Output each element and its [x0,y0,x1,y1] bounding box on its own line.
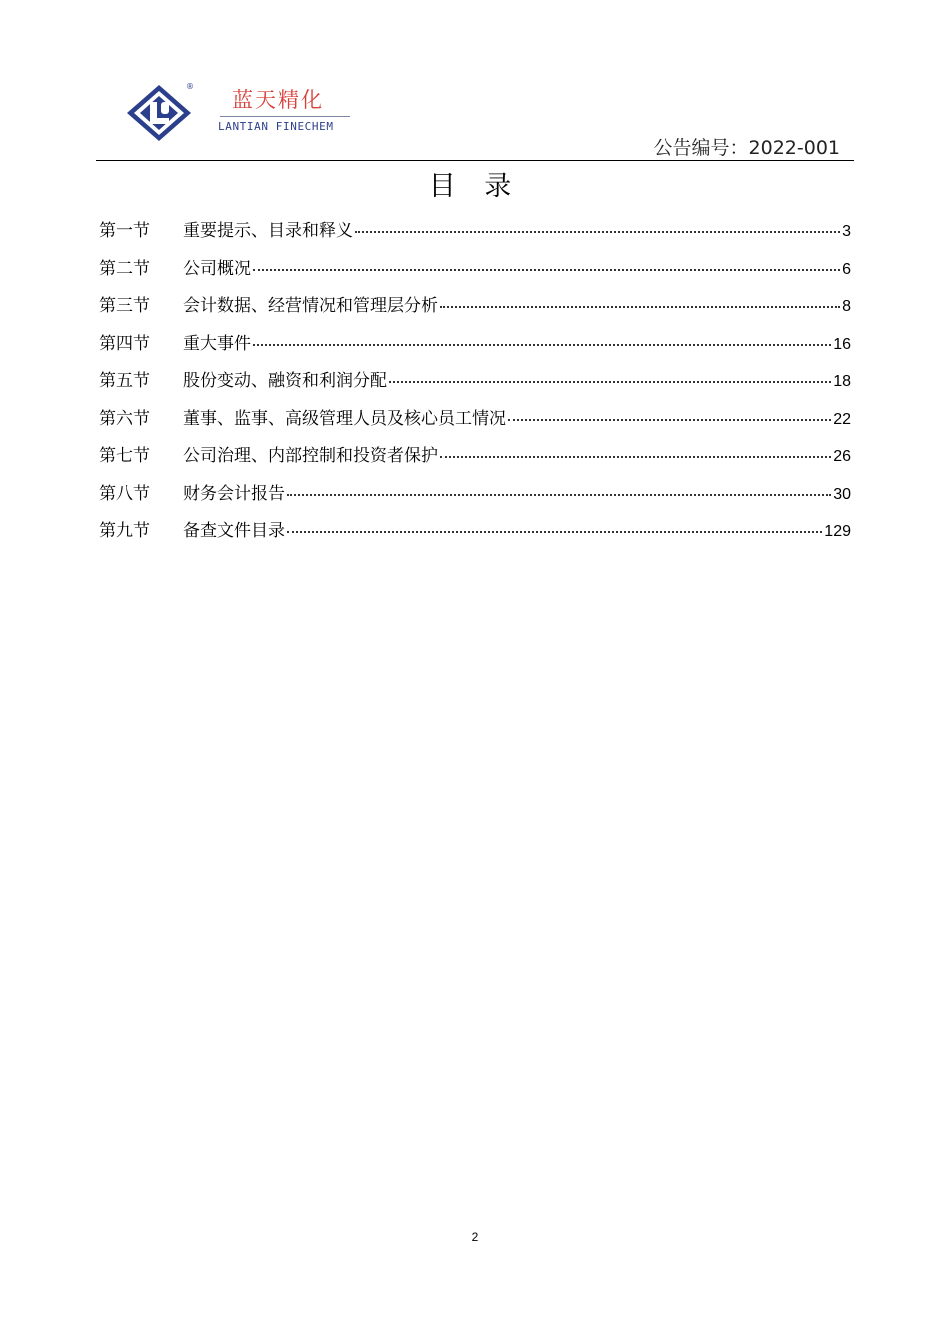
toc-entry[interactable] [99,216,851,254]
toc-page-number: 6 [842,260,851,278]
toc-section-number: 第二节 [99,258,150,279]
toc-page-number: 3 [842,223,851,240]
toc-leader [287,494,831,496]
table-of-contents [99,216,851,554]
toc-entry[interactable] [99,254,851,292]
toc-leader [440,306,840,308]
toc-entry[interactable] [99,404,851,442]
toc-page-number: 8 [842,298,851,315]
toc-section-title: 重要提示、目录和释义 [183,221,353,241]
company-logo [124,82,354,144]
toc-entry[interactable] [99,479,851,517]
logo-english-name: LANTIAN FINECHEM [218,120,334,133]
toc-section-title: 股份变动、融资和利润分配 [183,371,387,391]
page-number: 2 [471,1230,479,1244]
toc-leader [287,531,822,533]
toc-section-number: 第六节 [99,408,150,429]
toc-section-number: 第一节 [99,221,150,241]
toc-section-title: 公司概况 [183,258,251,279]
toc-section-number: 第四节 [99,333,150,354]
toc-leader [508,419,831,421]
toc-page-number: 30 [833,485,851,503]
toc-section-title: 公司治理、内部控制和投资者保护 [183,446,438,466]
toc-page-number: 129 [824,523,851,540]
toc-section-title: 重大事件 [183,333,251,354]
toc-section-number: 第五节 [99,371,150,391]
toc-leader [253,344,831,346]
announcement-number: 公告编号：2022-001 [653,137,840,159]
toc-section-number: 第七节 [99,446,150,466]
toc-section-number: 第八节 [99,483,150,504]
toc-entry[interactable] [99,366,851,404]
header-divider [96,160,854,161]
toc-section-title: 会计数据、经营情况和管理层分析 [183,296,438,316]
toc-entry[interactable] [99,516,851,554]
toc-section-number: 第三节 [99,296,150,316]
toc-leader [389,381,831,383]
logo-chinese-name: 蓝天精化 [232,88,324,112]
registered-mark: ® [186,82,194,91]
toc-leader [253,269,840,271]
toc-entry[interactable] [99,441,851,479]
toc-section-number: 第九节 [99,521,150,541]
toc-section-title: 董事、监事、高级管理人员及核心员工情况 [183,408,506,429]
toc-page-number: 26 [833,448,851,465]
toc-page-number: 16 [833,335,851,353]
toc-page-number: 18 [833,373,851,390]
toc-page-number: 22 [833,410,851,428]
toc-leader [440,456,831,458]
toc-title: 目 录 [428,171,522,202]
lantian-emblem-icon [124,82,194,144]
toc-leader [355,231,840,233]
logo-divider [220,116,350,117]
toc-entry[interactable] [99,329,851,367]
toc-section-title: 备查文件目录 [183,521,285,541]
toc-section-title: 财务会计报告 [183,483,285,504]
toc-entry[interactable] [99,291,851,329]
